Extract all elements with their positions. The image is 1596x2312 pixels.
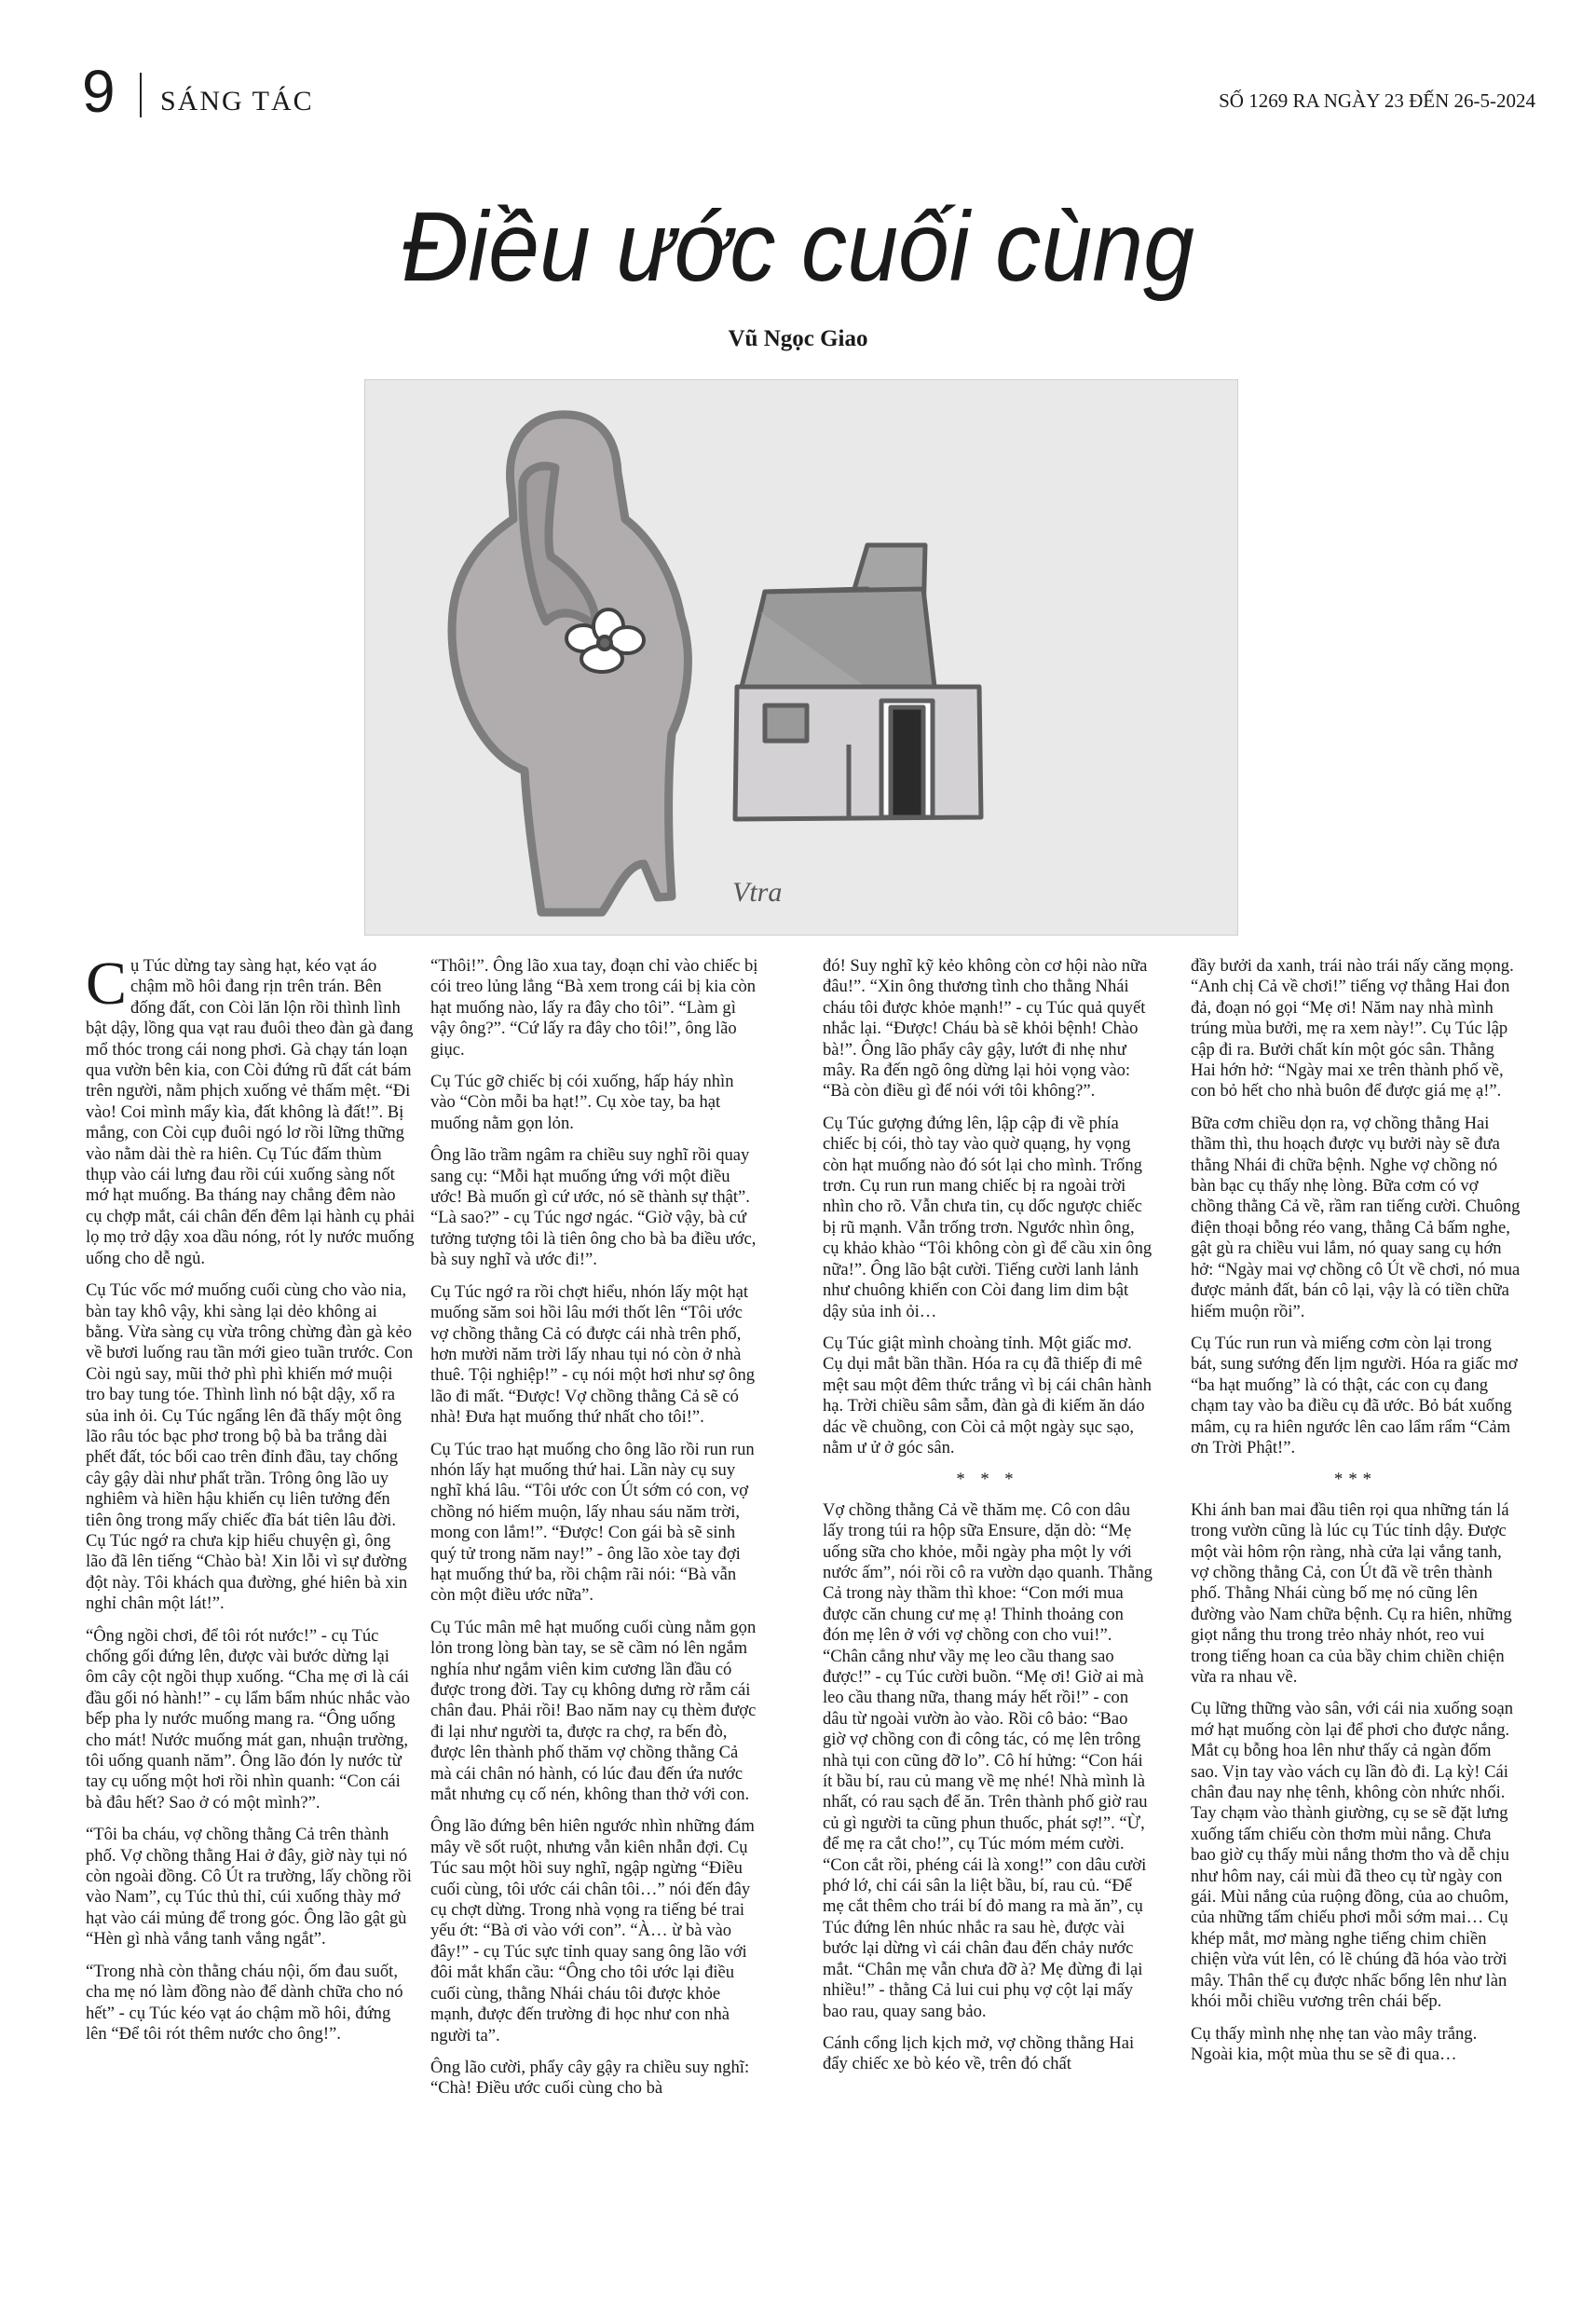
article-title: Điều ước cuối cùng <box>402 192 1194 302</box>
paragraph: Cụ Túc gỡ chiếc bị cói xuống, hấp háy nhìn vào “Còn mỗi ba hạt!”. Cụ xòe tay, ba hạt muống nằm gọn lỏn. <box>430 1072 734 1133</box>
paragraph: Ông lão cười, phẩy cây gậy ra chiều suy nghĩ: “Chà! Điều ước cuối cùng cho bà <box>430 2057 750 2099</box>
text-column-1 <box>86 950 416 2056</box>
drop-cap: C <box>86 950 128 1018</box>
paragraph: Cánh cổng lịch kịch mở, vợ chồng thằng Hai đẩy chiếc xe bò kéo về, trên đó chất <box>823 2032 1135 2074</box>
paragraph: đó! Suy nghĩ kỹ kẻo không còn cơ hội nào nữa đâu!”. “Xin ông thương tình cho thằng Nhái cháu tôi được khỏe mạnh!” - cụ Túc quả quyết nhắc lại. “Được! Cháu bà sẽ khỏi bệnh! Chào bà!”. Ông lão phẩy cây gậy, lướt đi nhẹ như mây. Ra đến ngõ ông dừng lại hỏi vọng vào: “Bà còn điều gì để nói với tôi không?”. <box>823 956 1148 1101</box>
page-number: 9 <box>82 58 116 125</box>
paragraph: Cụ Túc dừng tay sàng hạt, kéo vạt áo chậm mồ hôi đang rịn trên trán. Bên đống đất, con Còi lăn lộn rồi thình lình bật dậy, lồng qua vạt rau đuôi theo đàn gà đang mổ thóc trong cái nong phơi. Gà chạy tán loạn qua vườn bên kia, con Còi đứng rũ đất cát bám trên người, nằm phịch xuống vẻ thấm mệt. “Đi vào! Coi mình mẩy kìa, đất không là đất!”. Bị mắng, con Còi cụp đuôi ngó lơ rồi lững thững vào nằm dài thè ra hiên. Cụ Túc đấm thùm thụp vào cái lưng đau rồi cúi xuống sàng nốt mớ hạt muống. Ba tháng nay chẳng đêm nào cụ chợp mắt, cái chân đến đêm lại hành cụ phải lọ mọ trở dậy xoa dầu nóng, rót ly nước muống uống cho dễ ngủ. <box>86 950 416 1268</box>
paragraph: Khi ánh ban mai đầu tiên rọi qua những tán lá trong vườn cũng là lúc cụ Túc tỉnh dậy. Được một vài hôm rộn ràng, nhà cửa lại vắng tanh, vợ chồng thằng Cả, con Út đã về trên thành phố. Thằng Nhái cùng bố mẹ nó cũng lên đường vào Nam chữa bệnh. Cụ ra hiên, những giọt nắng thu trong trẻo nhảy nhót, reo vui trong tiếng hoan ca của bầy chim chiền chiện vừa ra nhau về. <box>1191 1499 1512 1687</box>
paragraph: Ông lão đứng bên hiên ngước nhìn những đám mây về sốt ruột, nhưng vẫn kiên nhẫn đợi. Cụ Túc sau một hồi suy nghĩ, ngập ngừng “Điều cuối cùng, tôi ước cái chân tôi…” nói đến đây cụ chợt dừng. Trong nhà vọng ra tiếng bé trai yếu ớt: “Bà ơi vào với con”. “À… ừ bà vào đây!” - cụ Túc sực tỉnh quay sang ông lão với đôi mắt khẩn cầu: “Ông cho tôi ước lại điều cuối cùng, thằng Nhái cháu tôi được khỏe mạnh, được đến trường đi học như con nhà người ta”. <box>430 1816 755 2045</box>
artist-signature: Vtra <box>732 877 783 908</box>
paragraph: “Thôi!”. Ông lão xua tay, đoạn chỉ vào chiếc bị cói treo lủng lẳng “Bà xem trong cái bị kia còn hạt muống nào, lấy ra đây cho tôi”. “Làm gì vậy ông?”. “Cứ lấy ra đây cho tôi!”, ông lão giục. <box>430 956 758 1060</box>
text-column-3 <box>823 956 1153 2086</box>
section-separator: *** <box>1334 1470 1377 1490</box>
article-author: Vũ Ngọc Giao <box>728 326 868 351</box>
paragraph: Cụ Túc trao hạt muống cho ông lão rồi run run nhón lấy hạt muống thứ hai. Lần này cụ suy nghĩ khá lâu. “Tôi ước con Út sớm có con, vợ chồng nó hiếm muộn, lấy nhau sáu năm trời, mong con lắm!”. “Được! Con gái bà sẽ sinh quý tử trong năm nay!” - ông lão xòe tay đợi hạt muống thứ ba, rồi chậm rãi nói: “Bà vẫn còn một điều ước nữa”. <box>430 1439 755 1606</box>
paragraph: Cụ Túc ngớ ra rồi chợt hiểu, nhón lấy một hạt muống săm soi hồi lâu mới thốt lên “Tôi ước vợ chồng thằng Cả có được cái nhà trên phố, hơn mười năm trời lấy nhau tụi nó còn ở nhà thuê. Tội nghiệp!” - cụ nói một hơi như sợ ông lão đi mất. “Được! Vợ chồng thằng Cả sẽ có nhà! Đưa hạt muống thứ nhất cho tôi!”. <box>430 1281 756 1428</box>
text-column-4 <box>1191 956 1521 2076</box>
header-divider <box>140 73 142 117</box>
paragraph: Ông lão trầm ngâm ra chiều suy nghĩ rồi quay sang cụ: “Mỗi hạt muống ứng với một điều ước! Bà muốn gì cứ ước, nó sẽ thành sự thật”. “Là sao?” - cụ Túc ngơ ngác. “Giờ vậy, bà cứ tưởng tượng tôi là tiên ông cho bà ba điều ước, bà suy nghĩ và ước đi!”. <box>430 1145 757 1270</box>
paragraph: đầy bưởi da xanh, trái nào trái nấy căng mọng. “Anh chị Cả về chơi!” tiếng vợ thằng Hai đon đả, đoạn nó gọi “Mẹ ơi! Năm nay nhà mình trúng mùa bưởi, mẹ ra xem này!”. Cụ Túc lập cập đi ra. Bưởi chất kín một góc sân. Thằng Hai hớn hở: “Ngày mai xe trên thành phố về, con bỏ hết cho nhà buôn để được giá mẹ ạ!”. <box>1191 956 1514 1101</box>
paragraph: Cụ Túc vốc mớ muống cuối cùng cho vào nia, bàn tay khô vậy, khi sàng lại dẻo không ai bằng. Vừa sàng cụ vừa trông chừng đàn gà kẻo về bươi luống rau tần mới gieo tuần trước. Con Còi ngủ say, mũi thở phì phì khiến mớ muội tro bay tung tóe. Thình lình nó bật dậy, xổ ra sủa inh ỏi. Cụ Túc ngẩng lên đã thấy một ông lão râu tóc bạc phơ trong bộ bà ba trắng dài phết đất, tóc bối cao trên đỉnh đầu, tay chống cây gậy dài như phất trần. Trông ông lão uy nghiêm và hiền hậu khiến cụ liên tưởng đến tiên ông trong mấy chiếc đĩa bát tiên lâu đời. Cụ Túc ngớ ra chưa kịp hiểu chuyện gì, ông lão đã lên tiếng “Chào bà! Xin lỗi vì sự đường đột này. Tôi khách qua đường, ghé hiên bà xin nghỉ chân một lát!”. <box>86 1280 414 1614</box>
paragraph: Cụ Túc run run và miếng cơm còn lại trong bát, sung sướng đến lịm người. Hóa ra giấc mơ “ba hạt muống” là có thật, các con cụ đang chạm tay vào ba điều cụ đã ước. Bỏ bát xuống mâm, cụ ra hiên ngước lên cao lẩm rẩm “Cảm ơn Trời Phật!”. <box>1191 1333 1518 1457</box>
paragraph: Cụ Túc giật mình choàng tỉnh. Một giấc mơ. Cụ dụi mắt bần thần. Hóa ra cụ đã thiếp đi mê mệt sau một đêm thức trắng vì bị cái chân hành hạ. Trời chiều sâm sẫm, đàn gà đi kiếm ăn dáo dác về chuồng, con Còi cả một ngày sục sạo, nằm ư ử ở góc sân. <box>823 1333 1152 1457</box>
paragraph: Vợ chồng thằng Cả về thăm mẹ. Cô con dâu lấy trong túi ra hộp sữa Ensure, dặn dò: “Mẹ uống sữa cho khỏe, mỗi ngày pha một ly với nước ấm”, nói rồi cô ra vườn dạo quanh. Thằng Cả trong này thầm thì khoe: “Con mới mua được căn chung cư mẹ ạ! Thỉnh thoảng con đón mẹ lên ở với vợ chồng con cho vui!”. “Chân cẳng như vầy mẹ leo cầu thang sao được!” - cụ Túc cười buồn. “Mẹ ơi! Giờ ai mà leo cầu thang nữa, thang máy hết rồi!” - con dâu từ ngoài vườn ào vào. Rồi cô bảo: “Bao giờ vợ chồng con đi công tác, có mẹ lên trông nhà tụi con cũng đỡ lo”. Cô hí hửng: “Con hái ít bầu bí, rau củ mang về mẹ nhé! Nhà mình là nhất, có rau sạch để ăn. Trên thành phố giờ rau củ gì người ta cũng phun thuốc, phát sợ!”. “Ừ, để mẹ ra cắt cho!”, cụ Túc móm mém cười. “Con cắt rồi, phéng cái là xong!” con dâu cười phớ lớ, chỉ cái sân la liệt bầu, bí, rau củ. “Để mẹ cắt thêm cho trái bí đỏ mang ra mà ăn”, cụ Túc đứng lên nhúc nhắc ra sau hè, được vài bước lại dừng vì cái chân đau đến chảy nước mắt. “Chân mẹ vẫn chưa đỡ à? Mẹ đừng đi lại nhiều!” - thằng Cả lui cui phụ vợ cột lại mấy bao rau, quay sang bảo. <box>823 1499 1153 2021</box>
paragraph: “Ông ngồi chơi, để tôi rót nước!” - cụ Túc chống gối đứng lên, được vài bước dừng lại ôm cây cột ngồi thụp xuống. “Cha mẹ ơi là cái đầu gối nó hành!” - cụ lẩm bẩm nhúc nhắc vào bếp pha ly nước muống mang ra. “Ông uống cho mát! Nước muống mát gan, nhuận trường, tôi uống quanh năm”. Ông lão đón ly nước từ tay cụ uống một hơi rồi nhìn quanh: “Con cái bà đâu hết? Sao ở có một mình?”. <box>86 1625 410 1813</box>
paragraph: Bữa cơm chiều dọn ra, vợ chồng thằng Hai thầm thì, thu hoạch được vụ bưởi này sẽ đưa thằng Nhái đi chữa bệnh. Nghe vợ chồng nó bàn bạc cụ thấy nhẹ lòng. Bữa cơm có vợ chồng thằng Cả về, rầm ran tiếng cười. Chuông điện thoại bỗng réo vang, thằng Cả bấm nghe, gật gù ra chiều vui lắm, nó quay sang cụ hớn hở: “Ngày mai vợ chồng cô Út về chơi, nó mua được mảnh đất, bán cô lại, vậy là có tiền chữa hiếm muộn rồi”. <box>1191 1113 1521 1321</box>
page-header <box>82 58 1535 125</box>
text-column-2 <box>430 956 760 2111</box>
paragraph: Cụ thấy mình nhẹ nhẹ tan vào mây trắng. Ngoài kia, một mùa thu se sẽ đi qua… <box>1191 2023 1478 2064</box>
paragraph: Cụ Túc mân mê hạt muống cuối cùng nằm gọn lỏn trong lòng bàn tay, se sẽ cầm nó lên ngắm nghía như ngắm viên kim cương lần đầu có được trong đời. Tay cụ không dưng rờ rẫm cái chân đau. Phải rồi! Bao năm nay cụ thèm được đi lại như người ta, được ra chợ, ra bến đò, được lên thành phố thăm vợ chồng thằng Cả mà cái chân nó hành, có lúc đau đến ứa nước mắt nhưng cụ cố nén, không than thở với con. <box>430 1617 757 1805</box>
illustration <box>364 379 1238 936</box>
paragraph: “Trong nhà còn thằng cháu nội, ốm đau suốt, cha mẹ nó làm đồng nào để dành chữa cho nó hết” - cụ Túc kéo vạt áo chậm mồ hôi, đứng lên “Để tôi rót thêm nước cho ông!”. <box>86 1961 403 2044</box>
paragraph: Cụ lững thững vào sân, với cái nia xuống soạn mớ hạt muống còn lại để phơi cho được nắng. Mắt cụ bỗng hoa lên như thấy cả ngàn đốm sao. Vịn tay vào vách cụ lần đò đi. Lạ kỳ! Cái chân đau nay nhẹ tênh, không còn nhức nhối. Tay chạm vào thành giường, cụ se sẽ đặt lưng xuống tấm chiếu còn thơm mùi nắng. Chưa bao giờ cụ thấy mùi nắng thơm tho và dễ chịu như hôm nay, cái mùi đã theo cụ từ ngày con gái. Mùi nắng của ruộng đồng, của ao chuôm, của những tấm chiếu phơi mỗi sớm mai… Cụ khép mắt, mơ màng nghe tiếng chim chiền chiện vừa vút lên, có lẽ chúng đã hóa vào trời mây. Thân thể cụ được nhấc bổng lên như làn khói mỗi chiều vương trên chái bếp. <box>1191 1699 1514 2012</box>
paragraph: “Tôi ba cháu, vợ chồng thằng Cả trên thành phố. Vợ chồng thằng Hai ở đây, giờ này tụi nó còn ngoài đồng. Cô Út ra trường, lấy chồng rồi vào Nam”, cụ Túc thủ thỉ, cúi xuống thày mớ hạt vào cái mủng để trong góc. Ông lão gật gù “Hèn gì nhà vắng tanh vắng ngắt”. <box>86 1825 412 1949</box>
issue-info: SỐ 1269 RA NGÀY 23 ĐẾN 26-5-2024 <box>1219 89 1535 112</box>
paragraph: Cụ Túc gượng đứng lên, lập cập đi về phía chiếc bị cói, thò tay vào quờ quạng, hy vọng còn hạt muống nào đó sót lại cho mình. Trống trơn. Cụ run run mang chiếc bị ra ngoài trời nhìn cho rõ. Vẫn chưa tin, cụ dốc ngược chiếc bị rũ mạnh. Vẫn trống trơn. Ngước nhìn ông, cụ khảo khào “Tôi không còn gì để cầu xin ông nữa!”. Ông lão bật cười. Tiếng cười lanh lảnh như chuông khiến con Còi đang lim dim bật dậy sủa inh ỏi… <box>823 1113 1153 1321</box>
section-name: SÁNG TÁC <box>160 86 314 116</box>
section-separator: * * * <box>956 1470 1019 1490</box>
